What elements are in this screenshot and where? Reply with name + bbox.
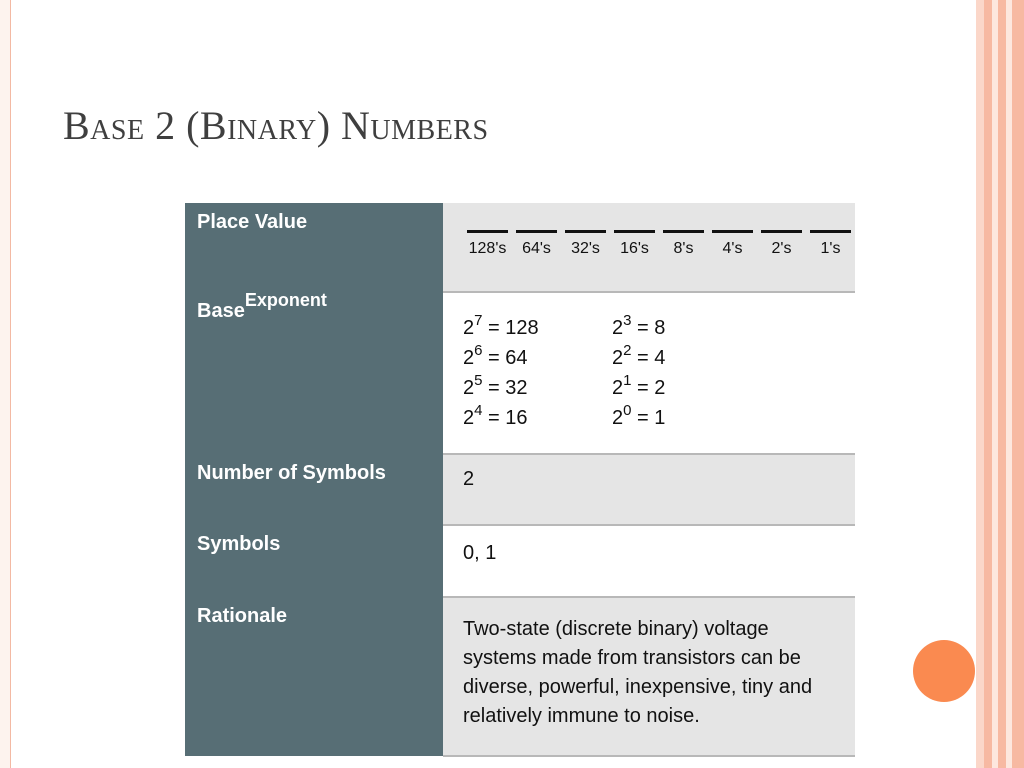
place-value-label: 16's	[620, 240, 649, 257]
place-value-item	[659, 230, 708, 258]
powers-cell	[443, 292, 855, 454]
powers-grid	[443, 293, 855, 434]
place-value-blank	[712, 230, 753, 233]
place-value-item	[708, 230, 757, 258]
place-value-label: 32's	[571, 240, 600, 257]
power-value: = 64	[482, 347, 528, 369]
place-value-item	[512, 230, 561, 258]
power-value: = 128	[482, 317, 539, 339]
power-entry	[612, 344, 762, 374]
power-value: = 2	[631, 377, 666, 399]
power-value: = 8	[631, 317, 666, 339]
power-base: 2	[612, 317, 624, 339]
table-row	[185, 454, 855, 525]
place-value-blank	[467, 230, 508, 233]
power-exponent: 7	[474, 312, 483, 329]
table-row	[185, 525, 855, 597]
number-of-symbols-cell	[443, 454, 855, 525]
place-value-list	[443, 203, 855, 258]
place-value-label: 128's	[468, 240, 507, 257]
rationale-cell	[443, 597, 855, 756]
power-base: 2	[612, 407, 624, 429]
row-label-place-value: Place Value	[185, 203, 443, 292]
power-entry	[612, 404, 762, 434]
power-base: 2	[612, 347, 624, 369]
power-exponent: 4	[474, 402, 483, 419]
row-label-base-exponent	[185, 292, 443, 454]
number-of-symbols-value: 2	[463, 468, 475, 490]
row-label-rationale: Rationale	[185, 597, 443, 756]
power-exponent: 6	[474, 342, 483, 359]
slide-title: Base 2 (Binary) Numbers	[63, 103, 489, 148]
table-row	[185, 292, 855, 454]
power-entry	[612, 314, 762, 344]
power-value: = 16	[482, 407, 528, 429]
place-value-item	[610, 230, 659, 258]
power-exponent: 0	[623, 402, 632, 419]
place-value-label: 2's	[771, 240, 792, 257]
power-exponent: 1	[623, 372, 632, 389]
place-value-cell	[443, 203, 855, 292]
power-entry	[463, 314, 612, 344]
place-value-item	[561, 230, 610, 258]
exponent-label: Exponent	[244, 290, 327, 310]
power-exponent: 3	[623, 312, 632, 329]
power-base: 2	[612, 377, 624, 399]
table-row	[185, 203, 855, 292]
row-label-symbols: Symbols	[185, 525, 443, 597]
place-value-item	[806, 230, 855, 258]
rationale-text: Two-state (discrete binary) voltage systems made from transistors can be diverse, powerful, inexpensive, tiny and relatively immune to noise.	[463, 618, 813, 727]
place-value-blank	[614, 230, 655, 233]
power-entry	[463, 374, 612, 404]
power-value: = 4	[631, 347, 666, 369]
symbols-value: 0, 1	[463, 542, 497, 564]
power-value: = 32	[482, 377, 528, 399]
place-value-blank	[810, 230, 851, 233]
place-value-blank	[761, 230, 802, 233]
power-base: 2	[463, 407, 475, 429]
place-value-label: 1's	[820, 240, 841, 257]
base-label: Base	[197, 300, 245, 322]
accent-dot-decoration	[913, 640, 975, 702]
power-entry	[612, 374, 762, 404]
power-entry	[463, 404, 612, 434]
power-value: = 1	[631, 407, 666, 429]
table-row	[185, 597, 855, 756]
power-entry	[463, 344, 612, 374]
binary-info-table	[185, 203, 855, 757]
place-value-blank	[516, 230, 557, 233]
power-base: 2	[463, 377, 475, 399]
place-value-blank	[565, 230, 606, 233]
power-base: 2	[463, 317, 475, 339]
place-value-item	[463, 230, 512, 258]
place-value-blank	[663, 230, 704, 233]
symbols-cell	[443, 525, 855, 597]
place-value-label: 4's	[722, 240, 743, 257]
row-label-number-of-symbols: Number of Symbols	[185, 454, 443, 525]
place-value-label: 8's	[673, 240, 694, 257]
power-exponent: 2	[623, 342, 632, 359]
power-base: 2	[463, 347, 475, 369]
left-border-decoration	[0, 0, 11, 768]
place-value-label: 64's	[522, 240, 551, 257]
power-exponent: 5	[474, 372, 483, 389]
place-value-item	[757, 230, 806, 258]
